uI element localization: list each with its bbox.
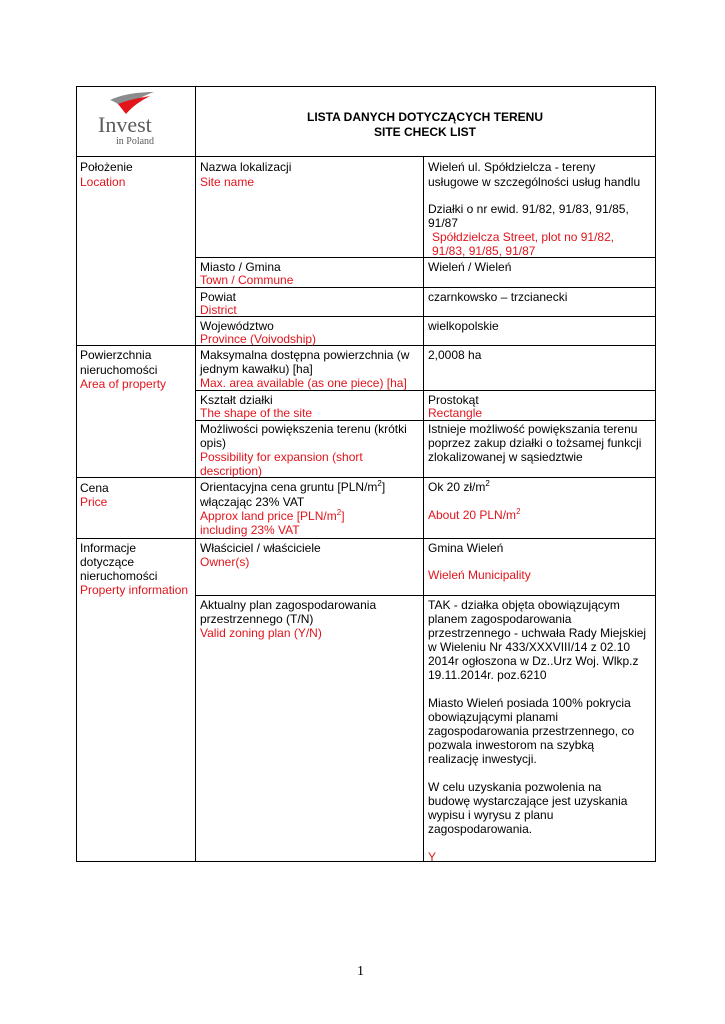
label-max-area-pl: Maksymalna dostępna powierzchnia (w xyxy=(200,348,410,362)
label-zoning-en: Valid zoning plan (Y/N) xyxy=(200,626,322,640)
label-land-price-en: Approx land price $[PLN/m^2]$ xyxy=(200,508,345,523)
label-town-en: Town / Commune xyxy=(200,273,294,287)
label-expansion-pl: opis) xyxy=(200,436,227,450)
value-plot-numbers: Działki o nr ewid. 91/82, 91/83, 91/85, xyxy=(428,202,629,216)
value-owner-en: Wieleń Municipality xyxy=(428,568,531,582)
column-divider xyxy=(423,156,424,862)
value-zoning: TAK - działka objęta obowiązującym xyxy=(428,598,620,612)
value-province: wielkopolskie xyxy=(428,319,499,333)
value-expansion: Istnieje możliwość powiększania terenu xyxy=(428,422,638,436)
label-expansion-pl: Możliwości powiększenia terenu (krótki xyxy=(200,422,407,436)
value-land-price-pl: Ok 20 $zł/m^2$ xyxy=(428,479,490,494)
value-site-name-en: 91/83, 91/85, 91/87 xyxy=(432,244,536,258)
table-border-bottom xyxy=(76,861,656,862)
label-zoning-pl: przestrzennego (T/N) xyxy=(200,612,314,626)
label-max-area-pl: jednym kawałku) [ha] xyxy=(200,362,313,376)
label-site-name-en: Site name xyxy=(200,175,255,189)
section-info-pl: nieruchomości xyxy=(80,569,158,583)
section-info-en: Property information xyxy=(80,583,189,597)
label-expansion-en: description) xyxy=(200,464,263,478)
value-land-price-en: About 20 PLN/$m^2$ xyxy=(428,507,521,522)
section-price-pl: Cena xyxy=(80,481,109,495)
label-land-price-pl: Orientacyjna cena gruntu $[PLN/m^2]$ xyxy=(200,479,386,494)
value-expansion: poprzez zakup działki o tożsamej funkcji xyxy=(428,436,642,450)
value-zoning: wypisu i wyrysu z planu xyxy=(428,808,554,822)
table-border-top xyxy=(76,86,656,87)
value-zoning: w Wieleniu Nr 433/XXXVIII/14 z 02.10 xyxy=(428,640,631,654)
value-plot-numbers: 91/87 xyxy=(428,216,459,230)
label-province-en: Province (Voivodship) xyxy=(200,332,317,346)
value-zoning: 19.11.2014r. poz.6210 xyxy=(428,668,547,682)
label-district-en: District xyxy=(200,303,237,317)
value-zoning: 2014r ogłoszona w Dz..Urz Woj. Wlkp.z xyxy=(428,654,639,668)
value-zoning: zagospodarowania. xyxy=(428,822,533,836)
document-title-pl: LISTA DANYCH DOTYCZĄCYCH TERENU xyxy=(307,110,543,124)
section-location-en: Location xyxy=(80,175,126,189)
label-land-price-pl: włączając 23% VAT xyxy=(200,495,305,509)
value-site-name-en: Spółdzielcza Street, plot no 91/82, xyxy=(432,230,615,244)
value-zoning: realizację inwestycji. xyxy=(428,752,537,766)
value-expansion: zlokalizowanej w sąsiedztwie xyxy=(428,450,583,464)
label-max-area-en: Max. area available (as one piece) [ha] xyxy=(200,376,407,390)
label-zoning-pl: Aktualny plan zagospodarowania xyxy=(200,598,377,612)
row-divider xyxy=(195,595,656,596)
section-location-pl: Położenie xyxy=(80,160,133,174)
row-divider xyxy=(76,538,656,539)
invest-in-poland-logo xyxy=(98,92,178,150)
section-info-pl: dotyczące xyxy=(80,555,135,569)
section-area-pl: nieruchomości xyxy=(80,363,158,377)
label-land-price-en: including 23% VAT xyxy=(200,523,300,537)
row-divider xyxy=(195,316,656,317)
value-zoning: zagospodarowania przestrzennego, co xyxy=(428,724,635,738)
section-area-pl: Powierzchnia xyxy=(80,348,152,362)
logo-subtitle: in Poland xyxy=(116,136,155,147)
value-zoning: Miasto Wieleń posiada 100% pokrycia xyxy=(428,696,631,710)
label-shape-en: The shape of the site xyxy=(200,406,313,420)
value-zoning: obowiązującymi planami xyxy=(428,710,559,724)
label-expansion-en: Possibility for expansion (short xyxy=(200,450,363,464)
table-border-right xyxy=(655,86,656,862)
value-district: czarnkowsko – trzcianecki xyxy=(428,290,568,304)
value-shape-en: Rectangle xyxy=(428,406,483,420)
section-info-pl: Informacje xyxy=(80,541,137,555)
value-zoning-answer: Y xyxy=(428,850,437,864)
logo-word: Invest xyxy=(98,112,152,137)
section-price-en: Price xyxy=(80,495,108,509)
label-town-pl: Miasto / Gmina xyxy=(200,260,281,274)
label-site-name-pl: Nazwa lokalizacji xyxy=(200,160,292,174)
table-border-left xyxy=(76,86,77,862)
label-shape-pl: Kształt działki xyxy=(200,393,273,407)
value-max-area: 2,0008 ha xyxy=(428,348,482,362)
label-district-pl: Powiat xyxy=(200,290,237,304)
value-zoning: budowę wystarczające jest uzyskania xyxy=(428,794,628,808)
value-shape-pl: Prostokąt xyxy=(428,393,479,407)
column-divider xyxy=(195,86,196,862)
value-zoning: pozwala inwestorom na szybką xyxy=(428,738,595,752)
value-zoning: przestrzennego - uchwała Rady Miejskiej xyxy=(428,626,647,640)
label-owner-en: Owner(s) xyxy=(200,555,250,569)
row-divider xyxy=(76,477,656,478)
document-title-en: SITE CHECK LIST xyxy=(373,125,476,139)
value-owner-pl: Gmina Wieleń xyxy=(428,541,504,555)
value-site-name: Wieleń ul. Spółdzielcza - tereny xyxy=(428,160,596,174)
value-zoning: W celu uzyskania pozwolenia na xyxy=(428,780,602,794)
value-site-name: usługowe w szczególności usług handlu xyxy=(428,175,641,189)
value-zoning: planem zagospodarowania xyxy=(428,612,572,626)
value-town: Wieleń / Wieleń xyxy=(428,260,512,274)
section-area-en: Area of property xyxy=(80,377,167,391)
page-number: 1 xyxy=(357,964,364,979)
label-owner-pl: Właściciel / właściciele xyxy=(200,541,321,555)
row-divider xyxy=(76,156,656,157)
row-divider xyxy=(76,345,656,346)
label-province-pl: Województwo xyxy=(200,319,274,333)
row-divider xyxy=(195,257,656,258)
